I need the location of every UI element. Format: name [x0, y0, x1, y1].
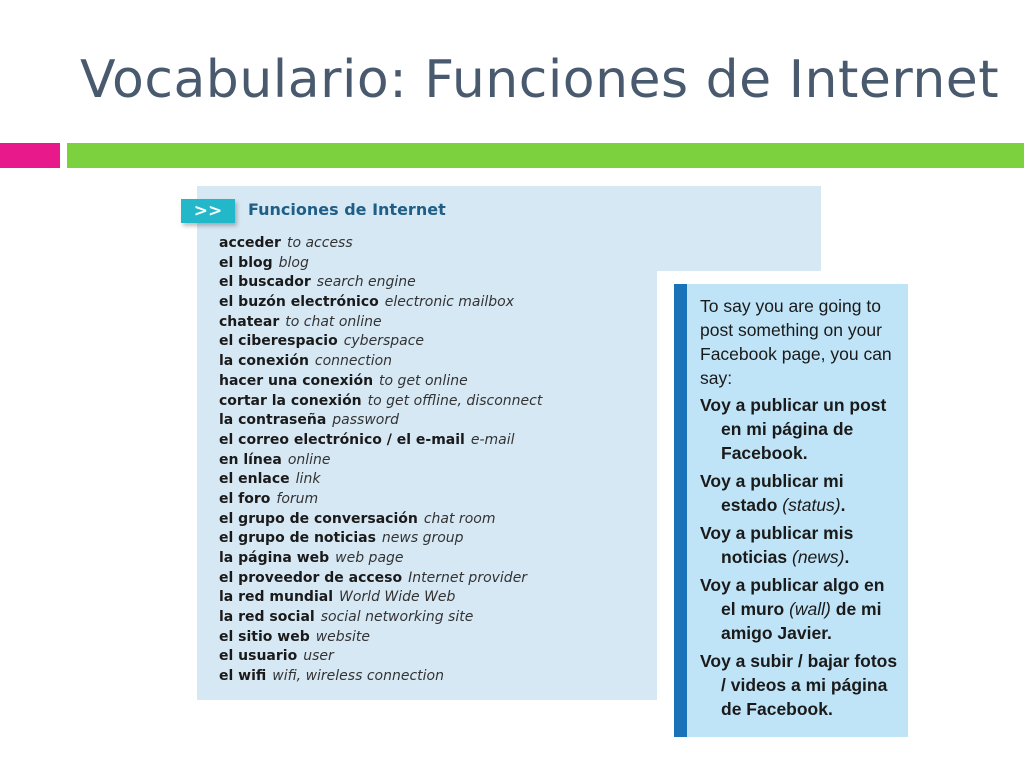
facebook-note-box — [674, 284, 908, 737]
vocabulary-term: el grupo de noticias — [219, 530, 376, 547]
vocabulary-item — [219, 352, 542, 372]
vocabulary-term: en línea — [219, 451, 282, 468]
vocabulary-translation: connection — [314, 353, 393, 370]
vocabulary-term: cortar la conexión — [219, 392, 362, 409]
note-example-gloss: (status) — [782, 495, 841, 515]
note-example — [700, 521, 902, 569]
vocabulary-tag: >> — [181, 199, 235, 223]
vocabulary-translation: to access — [286, 235, 353, 251]
vocabulary-translation: password — [332, 412, 400, 429]
accent-bar-pink — [0, 143, 60, 168]
note-example-tail: . — [844, 547, 850, 567]
vocabulary-term: el blog — [219, 254, 273, 271]
vocabulary-heading: Funciones de Internet — [248, 200, 446, 219]
note-example — [700, 649, 902, 721]
note-example-main: Voy a publicar mi estado — [700, 471, 844, 515]
vocabulary-item — [219, 647, 542, 667]
vocabulary-translation: website — [315, 628, 370, 645]
note-example — [700, 393, 902, 465]
note-example-gloss: (news) — [792, 547, 845, 567]
note-items — [700, 393, 902, 721]
vocabulary-term: hacer una conexión — [219, 372, 374, 389]
vocabulary-term: el proveedor de acceso — [219, 569, 403, 586]
vocabulary-item — [219, 490, 542, 510]
vocabulary-translation: chat room — [423, 510, 496, 527]
vocabulary-item — [219, 372, 542, 392]
vocabulary-translation: World Wide Web — [339, 589, 456, 606]
vocabulary-item — [219, 470, 542, 490]
vocabulary-translation: search engine — [316, 274, 416, 291]
vocabulary-item — [219, 451, 542, 471]
note-example-main: Voy a subir / bajar fotos / videos a mi página de Facebook. — [700, 651, 898, 719]
slide-title: Vocabulario: Funciones de Internet — [80, 50, 1000, 110]
vocabulary-item — [219, 569, 542, 589]
vocabulary-item — [219, 332, 542, 352]
vocabulary-term: el enlace — [219, 471, 290, 488]
vocabulary-term: el grupo de conversación — [219, 510, 418, 527]
vocabulary-item — [219, 588, 542, 608]
vocabulary-translation: online — [287, 451, 331, 468]
note-example-gloss: (wall) — [789, 599, 831, 619]
vocabulary-term: acceder — [219, 235, 281, 251]
vocabulary-term: la conexión — [219, 353, 309, 370]
vocabulary-item — [219, 411, 542, 431]
vocabulary-term: el ciberespacio — [219, 333, 338, 350]
vocabulary-term: la página web — [219, 550, 330, 566]
note-intro: To say you are going to post something on your Facebook page, you can say: — [700, 296, 892, 388]
vocabulary-translation: blog — [278, 254, 309, 271]
note-example — [700, 469, 902, 517]
vocabulary-translation: to chat online — [285, 313, 382, 330]
vocabulary-term: el buscador — [219, 274, 311, 291]
vocabulary-item — [219, 628, 542, 648]
vocabulary-translation: to get offline, disconnect — [367, 392, 543, 409]
vocabulary-term: el wifi — [219, 668, 267, 685]
vocabulary-term: el correo electrónico / el e-mail — [219, 431, 465, 448]
vocabulary-term: la red social — [219, 609, 315, 626]
vocabulary-translation: to get online — [379, 372, 468, 389]
vocabulary-translation: electronic mailbox — [384, 294, 515, 311]
note-example-tail: de mi amigo Javier. — [721, 599, 882, 643]
vocabulary-term: el foro — [219, 490, 271, 507]
vocabulary-term: el buzón electrónico — [219, 294, 379, 311]
vocabulary-term: chatear — [219, 313, 280, 330]
vocabulary-item — [219, 273, 542, 293]
vocabulary-list — [219, 234, 542, 687]
vocabulary-item — [219, 254, 542, 274]
vocabulary-translation: link — [295, 471, 321, 488]
accent-bar-green — [67, 143, 1024, 168]
vocabulary-item — [219, 392, 542, 412]
vocabulary-translation: web page — [335, 550, 404, 566]
vocabulary-translation: forum — [276, 490, 319, 507]
vocabulary-translation: cyberspace — [343, 333, 425, 350]
note-example-main: Voy a publicar algo en el muro — [700, 575, 885, 619]
vocabulary-term: la contraseña — [219, 412, 327, 429]
note-example-tail: . — [840, 495, 846, 515]
vocabulary-item — [219, 510, 542, 530]
vocabulary-item — [219, 667, 542, 687]
vocabulary-translation: Internet provider — [408, 569, 528, 586]
vocabulary-translation: e-mail — [470, 431, 515, 448]
vocabulary-item — [219, 431, 542, 451]
vocabulary-term: el sitio web — [219, 628, 310, 645]
vocabulary-item — [219, 313, 542, 333]
note-example-main: Voy a publicar un post en mi página de Facebook. — [700, 395, 887, 463]
vocabulary-translation: user — [303, 648, 334, 665]
note-example-main: Voy a publicar mis noticias — [700, 523, 854, 567]
vocabulary-item — [219, 529, 542, 549]
vocabulary-item — [219, 293, 542, 313]
vocabulary-item — [219, 234, 542, 254]
vocabulary-item — [219, 608, 542, 628]
vocabulary-translation: wifi, wireless connection — [272, 668, 444, 685]
note-example — [700, 573, 902, 645]
vocabulary-translation: news group — [381, 530, 464, 547]
vocabulary-item — [219, 549, 542, 569]
vocabulary-term: la red mundial — [219, 589, 334, 606]
vocabulary-term: el usuario — [219, 648, 298, 665]
vocabulary-translation: social networking site — [320, 609, 474, 626]
